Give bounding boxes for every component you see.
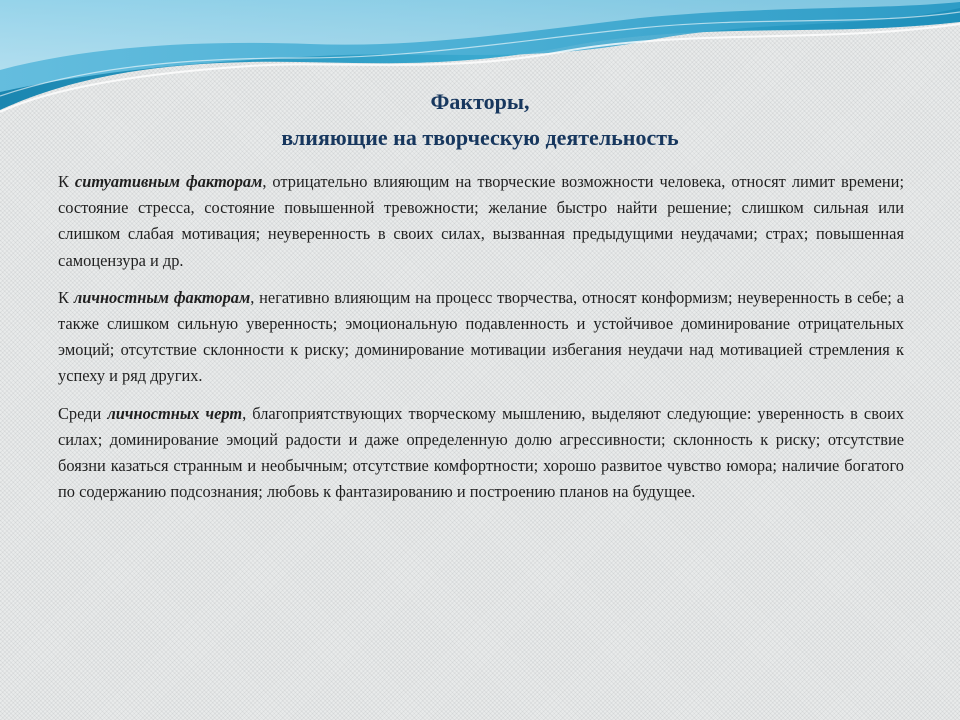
paragraph-text: , отрицательно влияющим на творческие возможности человека, относят лимит времени; состояние стресса, состояние повышенной тревожности; желание быстро найти решение; слишком сильная или слишком слабая мотивация; неуверенность в своих силах, вызванная предыдущими неудачами; страх; повышенная самоцензура и др. bbox=[58, 172, 905, 270]
term-situational-factors: ситуативным факторам bbox=[74, 172, 263, 191]
paragraph-prefix: К bbox=[58, 287, 74, 307]
slide-title-line-1: Факторы, bbox=[430, 89, 530, 114]
slide-title-line-2: влияющие на творческую деятельность bbox=[281, 125, 679, 150]
paragraph-personal-factors bbox=[58, 285, 904, 390]
paragraph-prefix: К bbox=[58, 172, 75, 191]
term-personal-traits: личностных черт bbox=[107, 403, 243, 423]
paragraph-prefix: Среди bbox=[58, 403, 108, 423]
paragraph-personal-traits bbox=[58, 401, 904, 506]
paragraph-text: , негативно влияющим на процесс творчества, относят конформизм; неуверенность в себе; а также слишком сильную уверенность; эмоциональную подавленность и устойчивое доминирование отрицательных эмоций; отсутствие склонности к риску; доминирование мотивации избегания неудачи над мотивацией стремления к успеху и ряд других. bbox=[58, 287, 905, 386]
term-personal-factors: личностным факторам bbox=[73, 287, 251, 307]
slide-body bbox=[58, 169, 904, 516]
paragraph-text: , благоприятствующих творческому мышлению, выделяют следующие: уверенность в своих силах; доминирование эмоций радости и даже определенную долю агрессивности; склонность к риску; отсутствие боязни казаться странным и необычным; отсутствие комфортности; хорошо развитое чувство юмора; наличие богатого по содержанию подсознания; любовь к фантазированию и построению планов на будущее. bbox=[58, 403, 904, 502]
paragraph-situational-factors bbox=[58, 169, 904, 274]
